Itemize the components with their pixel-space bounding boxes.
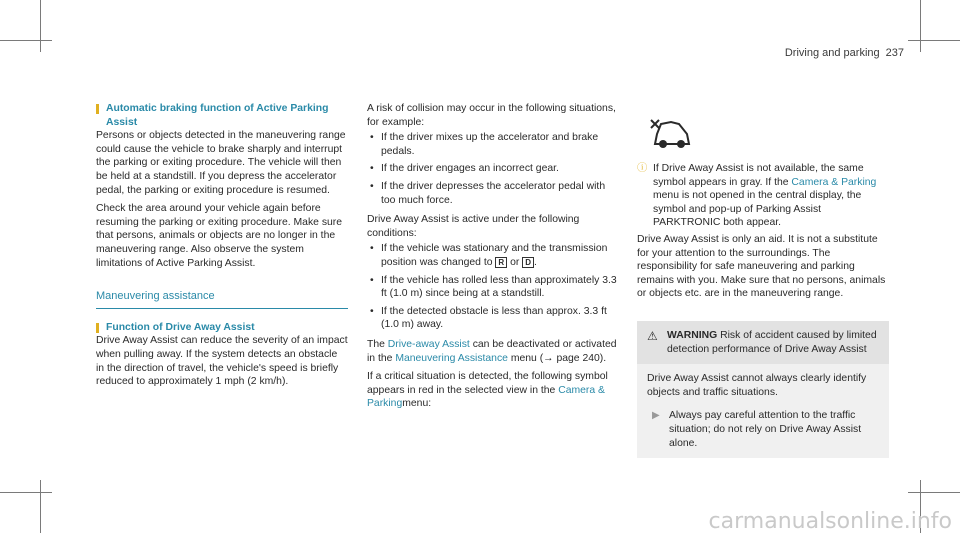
paragraph: Drive Away Assist is active under the following conditions: [367,214,580,239]
heading-automatic-braking: Automatic braking function of Active Parking Assist [96,102,348,129]
paragraph: A risk of collision may occur in the following situations, for example: [367,103,616,128]
crop-mark [40,0,41,52]
list-item: • If the driver depresses the accelerator pedal with too much force. [367,180,619,207]
heading-drive-away-function: Function of Drive Away Assist [96,321,348,335]
gear-r-icon: R [495,257,507,268]
paragraph: Persons or objects detected in the maneuvering range could cause the vehicle to brake sharply and interrupt the parking or exiting procedure. The vehicle will then be held at a standstill. If you depress the accelerator pedal, the parking or exiting procedure is resumed. [96,130,346,196]
watermark: carmanualsonline.info [708,509,952,534]
paragraph: Drive Away Assist is only an aid. It is not a substitute for your attention to the surroundings. The responsibility for safe maneuvering and parking remains with you. Make sure that no persons, animals or objects etc. are in the maneuvering range. [637,233,886,300]
section-title: Driving and parking [784,47,880,59]
bullet-list [367,242,619,332]
list-item: • If the driver mixes up the accelerator and brake pedals. [367,131,619,158]
page-header [785,47,904,61]
crop-mark [908,40,960,41]
arrow-right-icon: ▶ [652,410,660,422]
gear-d-icon: D [522,257,534,268]
paragraph: If a critical situation is detected, the following symbol appears in red in the selected view in the Camera & Parkingmenu: [367,371,608,410]
list-item: • If the detected obstacle is less than approx. 3.3 ft (1.0 m) away. [367,305,619,332]
crop-mark [0,40,52,41]
column-3 [637,102,889,458]
link-camera-parking[interactable]: Camera & Parking [791,176,877,188]
crop-mark [0,492,52,493]
crop-mark [908,492,960,493]
list-item: • If the vehicle has rolled less than approximately 3.3 ft (1.0 m) since being at a standstill. [367,274,619,301]
info-paragraph: ⓘ If Drive Away Assist is not available, the same symbol appears in gray. If the Camera & Parking menu is not opened in the central display, the symbol and pop-up of Parking Assist PARKTRONIC both appear. [637,163,877,229]
warning-action: ▶ Always pay careful attention to the traffic situation; do not rely on Drive Away Assist alone. [652,410,862,449]
crop-mark [40,480,41,533]
link-maneuvering-assistance[interactable]: Maneuvering Assistance [395,352,508,364]
warning-label: WARNING [667,329,718,341]
list-item: • If the driver engages an incorrect gear. [367,162,619,176]
bullet-list [367,131,619,207]
paragraph: Drive Away Assist can reduce the severity of an impact when pulling away. If the system detects an obstacle in the direction of travel, the vehicle's speed is briefly reduced to approximately 1 mph (2 km/h). [96,335,348,388]
warning-header: ⚠ WARNING Risk of accident caused by limited detection performance of Drive Away Assist [637,321,889,364]
link-drive-away-assist[interactable]: Drive-away Assist [387,338,470,350]
heading-maneuvering-assistance: Maneuvering assistance [96,290,348,309]
warning-body: Drive Away Assist cannot always clearly identify objects and traffic situations. ▶ Always pay careful attention to the traffic situation; do not rely on Drive Away Assist alone. [637,364,889,458]
column-2 [367,102,619,411]
collision-symbol-icon [637,102,889,162]
list-item: • If the vehicle was stationary and the transmission position was changed to R or D . [367,242,619,269]
link-camera-parking[interactable]: Camera & Parking [367,384,605,410]
warning-icon: ⚠ [647,328,658,343]
crop-mark [920,0,921,52]
column-1 [96,102,348,389]
page-number: 237 [885,47,904,59]
warning-box [637,321,889,458]
paragraph: Check the area around your vehicle again before resuming the parking or exiting procedure. Make sure that persons, animals or objects are no longer in the maneuvering range. Also observe the system limitations of Active Parking Assist. [96,203,343,269]
info-icon: ⓘ [637,163,648,174]
paragraph: The Drive-away Assist can be deactivated or activated in the Maneuvering Assistance menu (→ page 240). [367,338,617,364]
